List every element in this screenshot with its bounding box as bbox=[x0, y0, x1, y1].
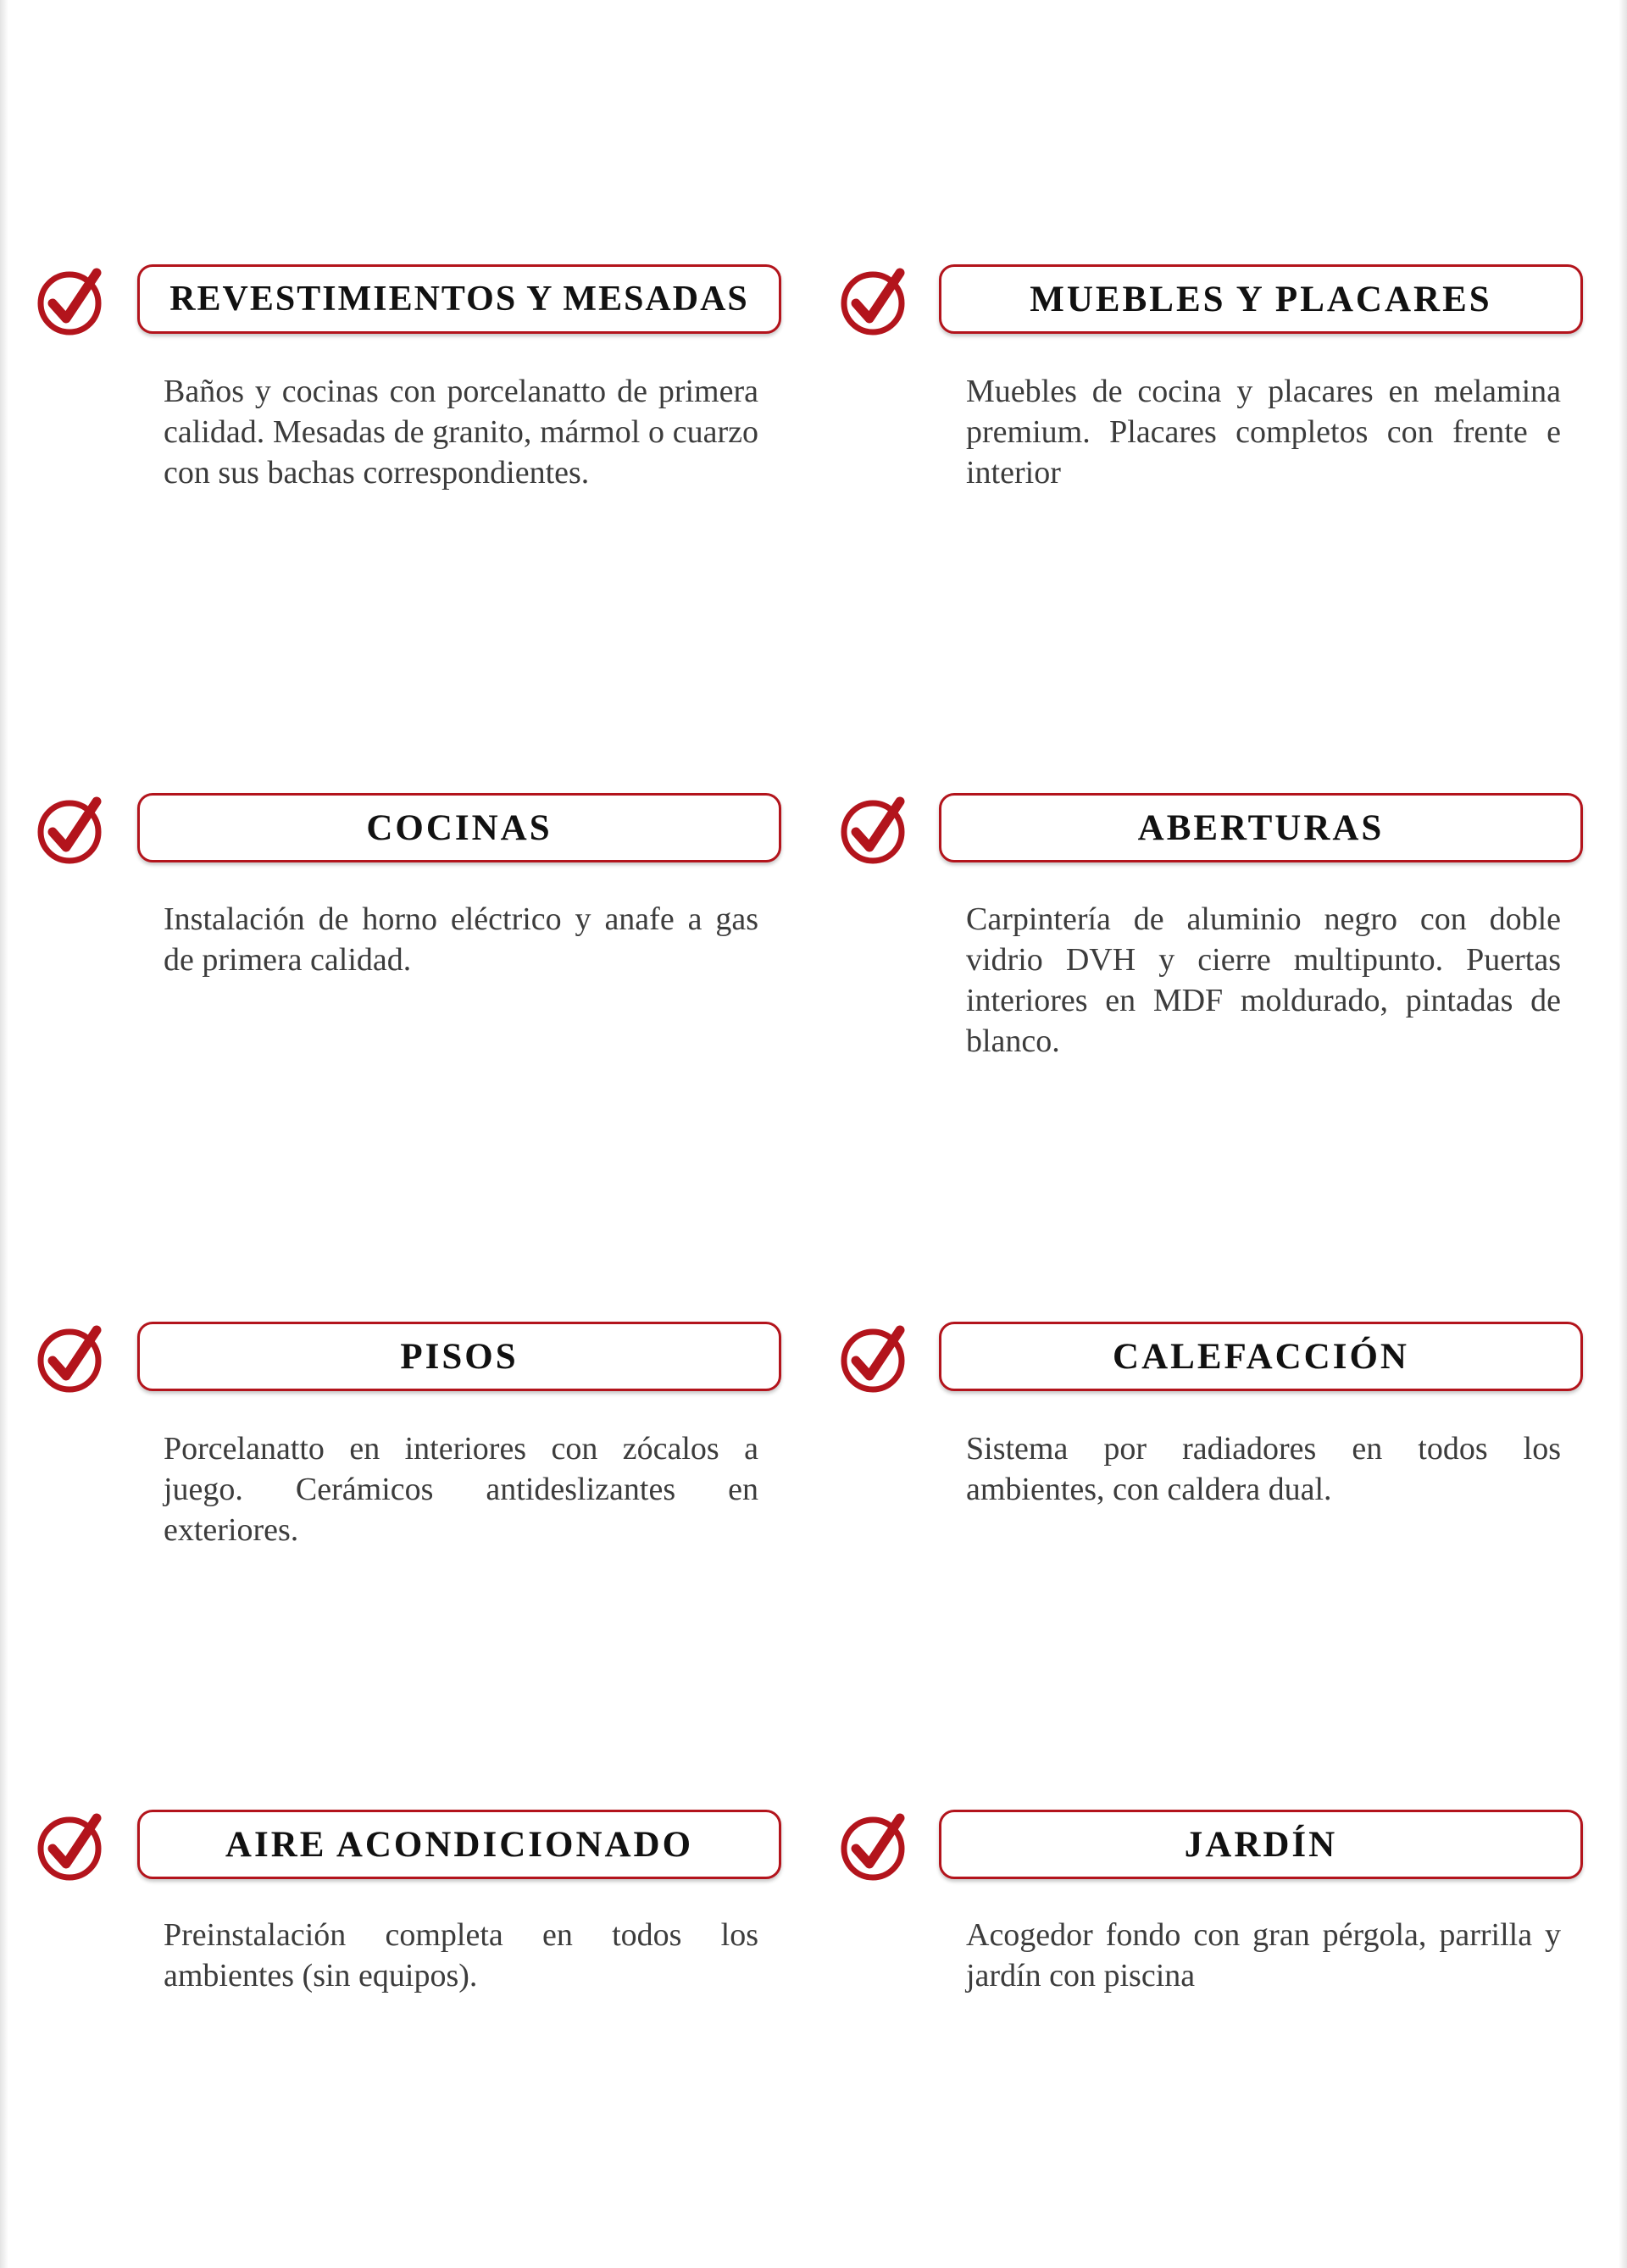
feature-description: Carpintería de aluminio negro con doble vidrio DVH y cierre multipunto. Puertas interiores en MDF moldurado, pintadas de blanco. bbox=[966, 901, 1561, 1059]
feature-description: Sistema por radiadores en todos los ambientes, con caldera dual. bbox=[966, 1431, 1561, 1507]
feature-title: PISOS bbox=[400, 1336, 519, 1377]
feature-title: AIRE ACONDICIONADO bbox=[225, 1824, 694, 1865]
page-edge-right bbox=[1619, 0, 1627, 2268]
feature-title-box-pisos bbox=[137, 1322, 781, 1391]
feature-title-box-cocinas bbox=[137, 793, 781, 862]
feature-title: MUEBLES Y PLACARES bbox=[1030, 279, 1492, 319]
checkmark-circle-icon bbox=[839, 266, 910, 337]
feature-title-box-aberturas bbox=[939, 793, 1583, 862]
checkmark-circle-icon bbox=[36, 1323, 107, 1395]
feature-title: REVESTIMIENTOS Y MESADAS bbox=[169, 280, 749, 319]
feature-description: Preinstalación completa en todos los ambientes (sin equipos). bbox=[164, 1917, 758, 1994]
feature-title-box-jardin bbox=[939, 1810, 1583, 1879]
feature-title: ABERTURAS bbox=[1137, 807, 1385, 848]
checkmark-circle-icon bbox=[839, 795, 910, 866]
checkmark-circle-icon bbox=[36, 1811, 107, 1883]
feature-description: Acogedor fondo con gran pérgola, parrilla y jardín con piscina bbox=[966, 1917, 1561, 1994]
page-edge-left bbox=[0, 0, 8, 2268]
feature-title-box-aire bbox=[137, 1810, 781, 1879]
checkmark-circle-icon bbox=[36, 266, 107, 337]
checkmark-circle-icon bbox=[839, 1323, 910, 1395]
checkmark-circle-icon bbox=[839, 1811, 910, 1883]
feature-description: Baños y cocinas con porcelanatto de primera calidad. Mesadas de granito, mármol o cuarzo con sus bachas correspondientes. bbox=[164, 374, 758, 491]
feature-title-box-muebles bbox=[939, 264, 1583, 334]
feature-title-box-calefaccion bbox=[939, 1322, 1583, 1391]
checkmark-circle-icon bbox=[36, 795, 107, 866]
feature-description: Porcelanatto en interiores con zócalos a juego. Cerámicos antideslizantes en exteriores. bbox=[164, 1431, 758, 1548]
feature-title: CALEFACCIÓN bbox=[1113, 1336, 1409, 1377]
feature-title: JARDÍN bbox=[1184, 1824, 1338, 1865]
feature-title: COCINAS bbox=[366, 807, 553, 848]
feature-title-box-revestimientos bbox=[137, 264, 781, 334]
feature-description: Instalación de horno eléctrico y anafe a gas de primera calidad. bbox=[164, 901, 758, 978]
feature-description: Muebles de cocina y placares en melamina premium. Placares completos con frente e interior bbox=[966, 374, 1561, 491]
